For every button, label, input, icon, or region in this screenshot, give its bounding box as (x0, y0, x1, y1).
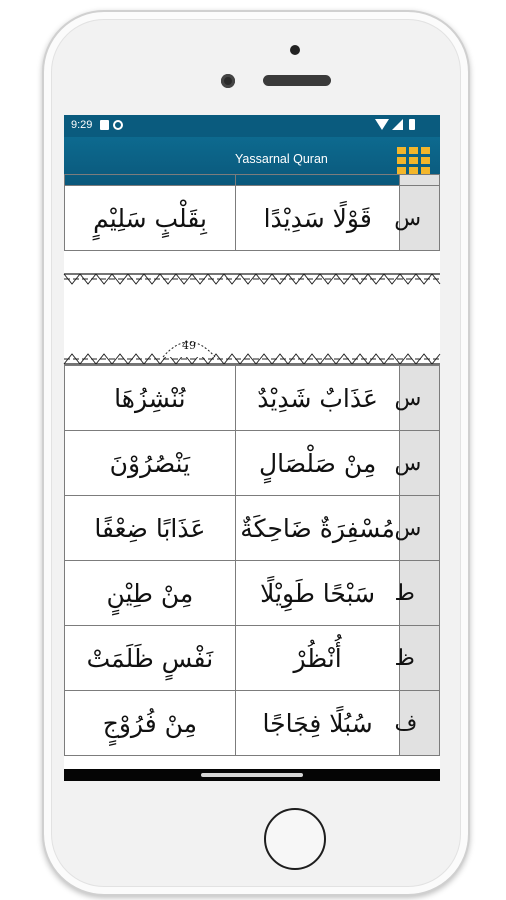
earpiece-speaker (263, 75, 331, 86)
letter-cell (394, 186, 440, 251)
table-row (65, 175, 440, 186)
table-row (65, 366, 440, 431)
table-row (65, 561, 440, 626)
app-title: Yassarnal Quran (235, 152, 328, 166)
word-cell-left[interactable]: نُنْشِزُهَا (65, 366, 236, 431)
status-bar (64, 115, 440, 137)
letter-edge: ف (394, 710, 418, 736)
previous-page-table (64, 174, 440, 251)
word-cell-left[interactable]: بِقَلْبٍ سَلِيْمٍ (65, 186, 236, 251)
table-row (65, 691, 440, 756)
page-divider (64, 271, 440, 369)
letter-edge: ط (394, 580, 415, 606)
app-screen (64, 115, 440, 781)
table-row (65, 496, 440, 561)
letter-cell (394, 431, 440, 496)
letter-cell (394, 496, 440, 561)
word-cell-left[interactable]: مِنْ فُرُوْجٍ (65, 691, 236, 756)
letter-cell (394, 366, 440, 431)
letter-cell (394, 626, 440, 691)
front-camera (221, 74, 235, 88)
word-cell-right[interactable]: أُنْظُرْ (235, 626, 400, 691)
grid-menu-icon[interactable] (397, 147, 430, 175)
letter-cell (394, 561, 440, 626)
word-cell-left[interactable]: يَنْصُرُوْنَ (65, 431, 236, 496)
page-number: 49 (182, 339, 196, 352)
letter-edge: س (394, 205, 422, 231)
word-cell[interactable] (236, 175, 400, 186)
letter-edge: س (394, 515, 422, 541)
status-time: 9:29 (71, 119, 93, 131)
signal-icon (392, 119, 403, 130)
lesson-page[interactable] (64, 185, 440, 769)
wifi-icon (375, 119, 389, 130)
word-cell[interactable] (65, 175, 236, 186)
word-cell-right[interactable]: مُسْفِرَةٌ ضَاحِكَةٌ (235, 496, 400, 561)
gesture-bar (64, 769, 440, 781)
letter-edge: س (394, 450, 422, 476)
sim-icon (100, 120, 109, 130)
word-cell-left[interactable]: نَفْسٍ ظَلَمَتْ (65, 626, 236, 691)
word-cell-right[interactable]: مِنْ صَلْصَالٍ (235, 431, 400, 496)
letter-cell (394, 691, 440, 756)
table-row (65, 626, 440, 691)
battery-icon (409, 119, 415, 130)
word-cell-left[interactable]: مِنْ طِيْنٍ (65, 561, 236, 626)
letter-edge: ظ (394, 645, 415, 671)
home-indicator[interactable] (201, 773, 303, 777)
notification-icon (113, 120, 123, 130)
letter-edge: س (394, 385, 422, 411)
letter-cell (400, 175, 440, 186)
proximity-sensor (290, 45, 300, 55)
home-button[interactable] (264, 808, 326, 870)
words-table (64, 365, 440, 756)
page-number-badge (159, 333, 219, 359)
word-cell-left[interactable]: عَذَابًا ضِعْفًا (65, 496, 236, 561)
table-row (65, 431, 440, 496)
word-cell-right[interactable]: عَذَابٌ شَدِيْدٌ (235, 366, 400, 431)
word-cell-right[interactable]: سُبُلًا فِجَاجًا (235, 691, 400, 756)
word-cell-right[interactable]: قَوْلًا سَدِيْدًا (236, 186, 400, 251)
word-cell-right[interactable]: سَبْحًا طَوِيْلًا (235, 561, 400, 626)
ornament-top (64, 271, 440, 287)
table-row (65, 186, 440, 251)
